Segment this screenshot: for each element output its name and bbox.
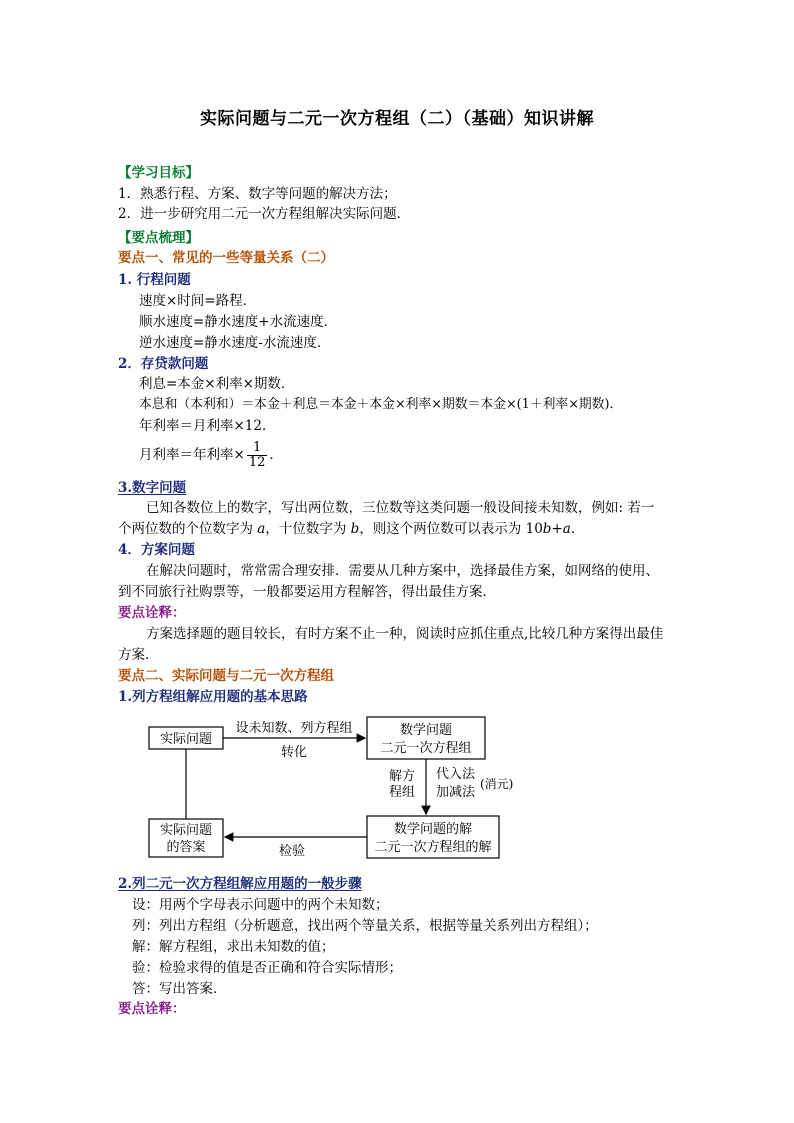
goals-heading: 【学习目标】 <box>118 165 199 181</box>
method-substitution: 代入法 <box>436 767 476 782</box>
p2s1-title: 1.列方程组解应用题的基本思路 <box>118 689 308 705</box>
method-elimination: 加减法 <box>436 785 476 800</box>
box-math-problem-label-1: 数学问题 <box>399 723 453 738</box>
note1-line-1: 方案选择题的题目较长，有时方案不止一种，阅读时应抓住重点,比较几种方案得出最佳 <box>146 626 664 642</box>
arrow-top-sublabel: 转化 <box>280 745 308 760</box>
s2-line-3: 年利率＝月利率×12． <box>139 418 276 434</box>
s3-line-2 <box>118 520 584 538</box>
box-math-solution-label-1: 数学问题的解 <box>393 822 473 837</box>
s4-line-2: 到不同旅行社购票等，一般都要运用方程解答，得出最佳方案． <box>118 584 496 600</box>
expr-plus: + <box>551 521 563 537</box>
expr-b: b <box>542 521 552 537</box>
step-1: 设：用两个字母表示问题中的两个未知数； <box>132 897 389 913</box>
goal-item-1: 1．熟悉行程、方案、数字等问题的解决方法； <box>118 186 397 202</box>
s3-text-b: ，十位数字为 <box>265 521 351 537</box>
flowchart <box>140 712 520 862</box>
s1-line-1: 速度×时间=路程． <box>139 293 257 309</box>
monthly-prefix: 月利率＝年利率× <box>139 447 245 463</box>
box-answer-label-1: 实际问题 <box>159 823 213 838</box>
s3-text-c: ，则这个两位数可以表示为 10 <box>359 521 543 537</box>
review-heading: 【要点梳理】 <box>118 230 199 246</box>
note2-heading: 要点诠释： <box>118 1001 186 1017</box>
s2-monthly-rate <box>139 438 283 472</box>
p2s2-title: 2.列二元一次方程组解应用题的一般步骤 <box>118 876 362 892</box>
s3-text-end: ． <box>570 521 585 537</box>
page-title: 实际问题与二元一次方程组（二）（基础）知识讲解 <box>200 109 594 129</box>
s3-title: 3.数字问题 <box>118 480 187 496</box>
note1-heading: 要点诠释： <box>118 605 186 621</box>
arrow-top-label: 设未知数、列方程组 <box>235 721 353 736</box>
arrow-right-label-1: 解方 <box>388 769 416 784</box>
box-math-solution-label-2: 二元一次方程组的解 <box>374 840 492 855</box>
point2-heading: 要点二、实际问题与二元一次方程组 <box>118 668 334 684</box>
step-3: 解：解方程组，求出未知数的值； <box>132 939 335 955</box>
fraction-denominator: 12 <box>248 455 266 470</box>
arrow-right-label-2: 程组 <box>388 785 416 800</box>
note1-line-2: 方案． <box>118 647 159 663</box>
goal-item-2: 2．进一步研究用二元一次方程组解决实际问题． <box>118 206 411 222</box>
step-2: 列：列出方程组（分析题意，找出两个等量关系，根据等量关系列出方程组）； <box>132 918 598 934</box>
arrow-bottom-label: 检验 <box>278 844 306 859</box>
step-5: 答：写出答案． <box>132 981 227 997</box>
method-note: (消元) <box>480 777 514 791</box>
s1-line-2: 顺水速度=静水速度+水流速度． <box>139 314 338 330</box>
var-a: a <box>257 521 266 537</box>
point1-heading: 要点一、常见的一些等量关系（二） <box>118 250 334 266</box>
box-math-problem-label-2: 二元一次方程组 <box>380 741 472 756</box>
fraction-one-twelfth <box>247 441 268 470</box>
s2-title: 2．存贷款问题 <box>118 356 209 372</box>
s3-line-1: 已知各数位上的数字，写出两位数，三位数等这类问题一般设间接未知数，例如: 若一 <box>146 500 655 516</box>
monthly-suffix: ． <box>269 447 283 463</box>
s4-title: 4．方案问题 <box>118 542 195 558</box>
s4-line-1: 在解决问题时，常常需合理安排．需要从几种方案中，选择最佳方案，如网络的使用、 <box>146 563 659 579</box>
box-answer-label-2: 的答案 <box>166 840 206 855</box>
s2-line-1: 利息=本金×利率×期数． <box>139 376 295 392</box>
var-b: b <box>350 521 360 537</box>
box-actual-problem-label: 实际问题 <box>159 732 213 747</box>
step-4: 验：检验求得的值是否正确和符合实际情形； <box>132 960 402 976</box>
s1-line-3: 逆水速度=静水速度-水流速度． <box>139 335 331 351</box>
fraction-numerator: 1 <box>247 441 268 456</box>
s2-line-2: 本息和（本利和）＝本金＋利息＝本金＋本金×利率×期数＝本金×(1＋利率×期数)． <box>139 397 623 412</box>
s3-text-a: 个两位数的个位数字为 <box>118 521 258 537</box>
expr-a: a <box>562 521 571 537</box>
s1-title: 1. 行程问题 <box>118 272 191 288</box>
